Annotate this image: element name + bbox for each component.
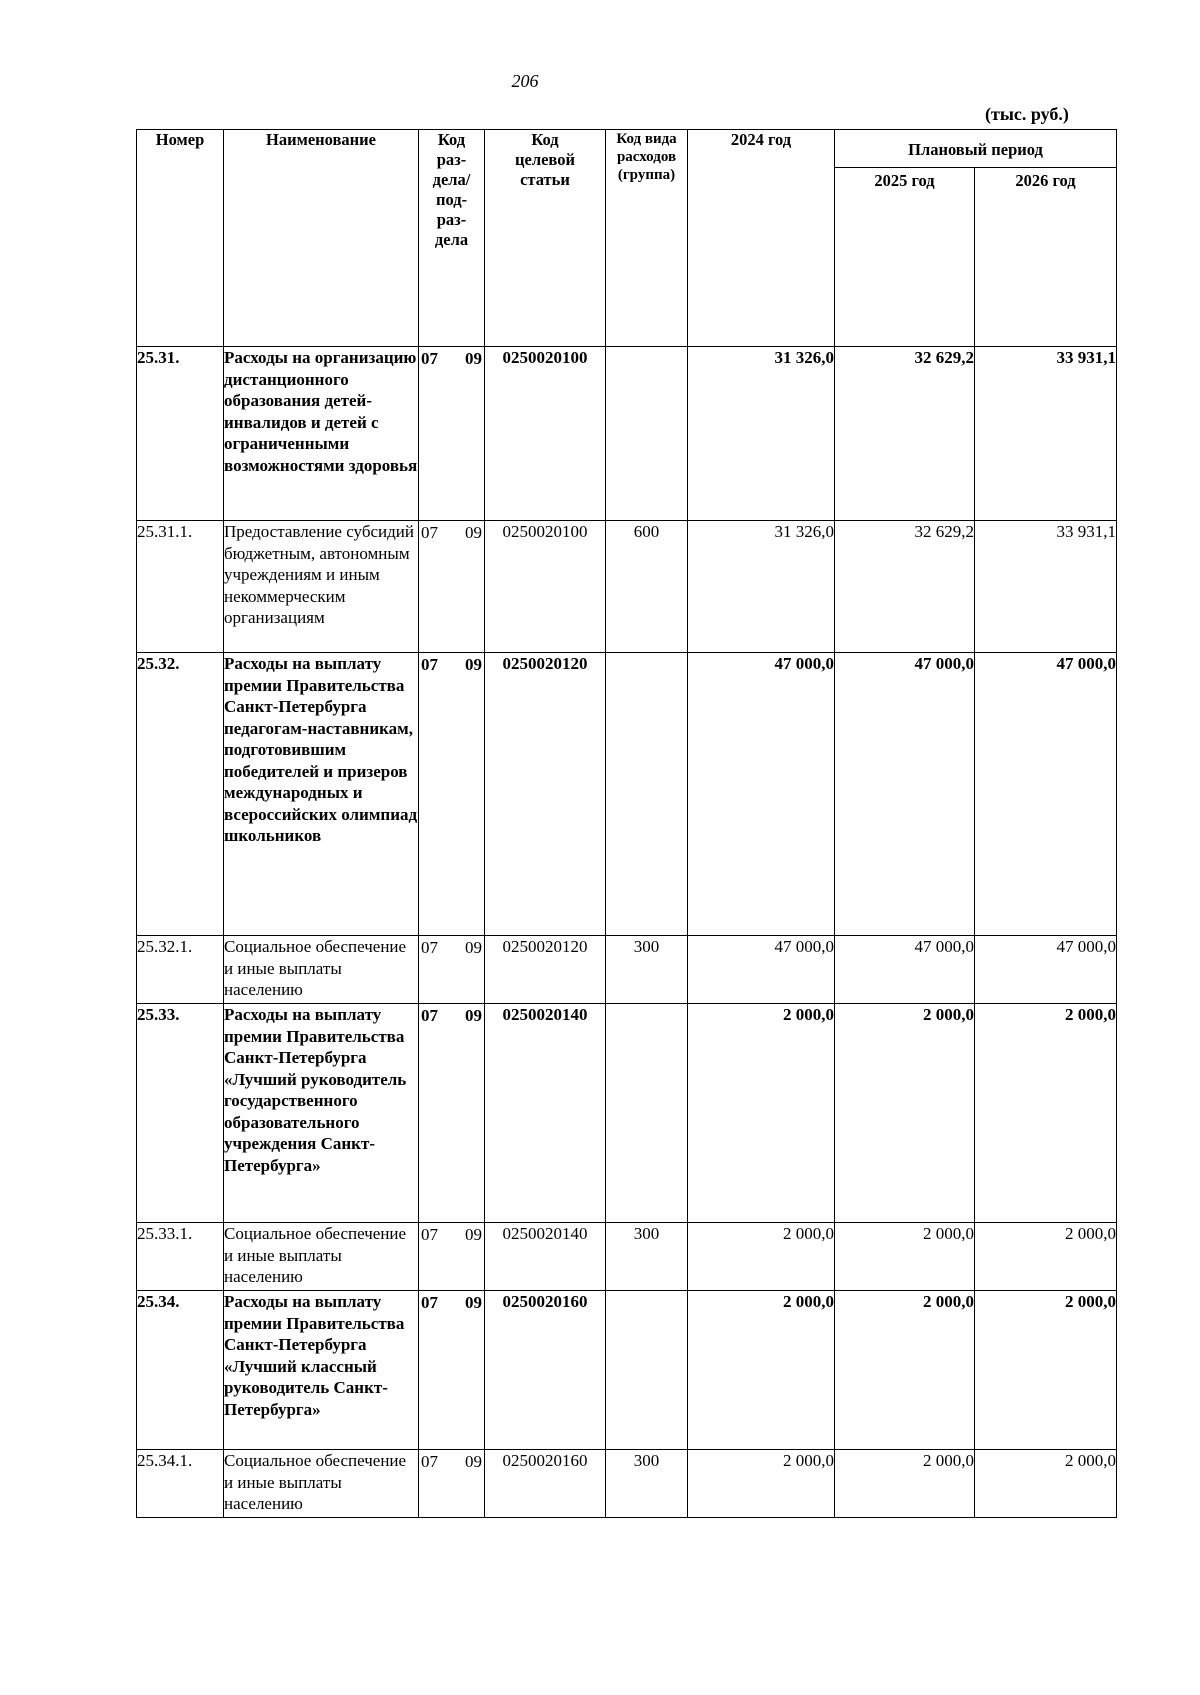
row-target-code: 0250020120 — [485, 653, 606, 936]
table-row — [137, 653, 1117, 936]
row-expense-type — [606, 1291, 688, 1450]
row-target-code: 0250020160 — [485, 1291, 606, 1450]
row-amount-2025: 2 000,0 — [835, 1004, 975, 1223]
row-subsection: 09 — [465, 523, 482, 542]
row-target-code: 0250020120 — [485, 936, 606, 1004]
header-section-code: Код раз- дела/ под- раз- дела — [419, 130, 485, 347]
row-amount-2024: 31 326,0 — [688, 347, 835, 521]
row-section-code — [419, 521, 485, 653]
table-row — [137, 521, 1117, 653]
row-name: Социальное обеспечение и иные выплаты населению — [224, 1223, 419, 1291]
row-subsection: 09 — [465, 938, 482, 957]
header-number: Номер — [137, 130, 224, 347]
row-name: Предоставление субсидий бюджетным, автономным учреждениям и иным некоммерческим организациям — [224, 521, 419, 653]
row-name: Социальное обеспечение и иные выплаты населению — [224, 936, 419, 1004]
table-row — [137, 1450, 1117, 1518]
row-name: Расходы на выплату премии Правительства Санкт-Петербурга педагогам-наставникам, подготовившим победителей и призеров международных и всероссийских олимпиад школьников — [224, 653, 419, 936]
header-year-2025: 2025 год — [835, 168, 975, 347]
row-section: 07 — [421, 349, 438, 368]
row-amount-2025: 2 000,0 — [835, 1450, 975, 1518]
row-amount-2026: 2 000,0 — [975, 1291, 1117, 1450]
row-name: Расходы на выплату премии Правительства Санкт-Петербурга «Лучший руководитель государственного образовательного учреждения Санкт-Петербурга» — [224, 1004, 419, 1223]
row-section: 07 — [421, 1006, 438, 1025]
row-subsection: 09 — [465, 1006, 482, 1025]
row-number: 25.33. — [137, 1004, 224, 1223]
row-amount-2025: 32 629,2 — [835, 521, 975, 653]
row-amount-2024: 2 000,0 — [688, 1291, 835, 1450]
page-number: 206 — [511, 71, 539, 91]
row-subsection: 09 — [465, 349, 482, 368]
row-amount-2025: 32 629,2 — [835, 347, 975, 521]
row-section: 07 — [421, 1452, 438, 1471]
row-amount-2025: 2 000,0 — [835, 1291, 975, 1450]
row-section: 07 — [421, 523, 438, 542]
row-number: 25.32.1. — [137, 936, 224, 1004]
row-expense-type: 600 — [606, 521, 688, 653]
row-amount-2026: 47 000,0 — [975, 653, 1117, 936]
table-row — [137, 1004, 1117, 1223]
row-expense-type: 300 — [606, 1450, 688, 1518]
row-amount-2025: 47 000,0 — [835, 653, 975, 936]
header-name: Наименование — [224, 130, 419, 347]
row-target-code: 0250020140 — [485, 1223, 606, 1291]
row-expense-type — [606, 653, 688, 936]
table-row — [137, 936, 1117, 1004]
row-amount-2026: 2 000,0 — [975, 1004, 1117, 1223]
row-subsection: 09 — [465, 655, 482, 674]
units-label: (тыс. руб.) — [985, 104, 1069, 124]
row-name: Расходы на организацию дистанционного образования детей-инвалидов и детей с ограниченными возможностями здоровья — [224, 347, 419, 521]
row-number: 25.33.1. — [137, 1223, 224, 1291]
row-expense-type: 300 — [606, 1223, 688, 1291]
row-section: 07 — [421, 1225, 438, 1244]
row-amount-2026: 2 000,0 — [975, 1223, 1117, 1291]
row-amount-2026: 33 931,1 — [975, 521, 1117, 653]
row-name: Расходы на выплату премии Правительства Санкт-Петербурга «Лучший классный руководитель Санкт-Петербурга» — [224, 1291, 419, 1450]
row-amount-2024: 2 000,0 — [688, 1450, 835, 1518]
row-section-code — [419, 347, 485, 521]
row-amount-2024: 2 000,0 — [688, 1223, 835, 1291]
row-amount-2024: 47 000,0 — [688, 936, 835, 1004]
table-row — [137, 1223, 1117, 1291]
row-section: 07 — [421, 938, 438, 957]
row-subsection: 09 — [465, 1452, 482, 1471]
row-target-code: 0250020100 — [485, 521, 606, 653]
row-section: 07 — [421, 1293, 438, 1312]
row-amount-2026: 33 931,1 — [975, 347, 1117, 521]
table-row — [137, 347, 1117, 521]
row-section-code — [419, 653, 485, 936]
row-number: 25.34. — [137, 1291, 224, 1450]
row-section-code — [419, 1450, 485, 1518]
row-expense-type: 300 — [606, 936, 688, 1004]
row-amount-2024: 2 000,0 — [688, 1004, 835, 1223]
row-amount-2026: 47 000,0 — [975, 936, 1117, 1004]
row-section-code — [419, 1223, 485, 1291]
header-target-code: Код целевой статьи — [485, 130, 606, 347]
row-expense-type — [606, 1004, 688, 1223]
row-section-code — [419, 936, 485, 1004]
header-expense-type: Код вида расходов (группа) — [606, 130, 688, 347]
row-number: 25.31.1. — [137, 521, 224, 653]
row-section-code — [419, 1004, 485, 1223]
row-number: 25.32. — [137, 653, 224, 936]
row-expense-type — [606, 347, 688, 521]
row-target-code: 0250020140 — [485, 1004, 606, 1223]
header-year-2024: 2024 год — [688, 130, 835, 347]
row-amount-2024: 47 000,0 — [688, 653, 835, 936]
row-section-code — [419, 1291, 485, 1450]
row-number: 25.34.1. — [137, 1450, 224, 1518]
row-target-code: 0250020100 — [485, 347, 606, 521]
row-amount-2025: 2 000,0 — [835, 1223, 975, 1291]
row-subsection: 09 — [465, 1293, 482, 1312]
budget-table — [136, 129, 1117, 1518]
header-row — [137, 130, 1117, 168]
header-year-2026: 2026 год — [975, 168, 1117, 347]
header-planned-period: Плановый период — [835, 130, 1117, 168]
row-section: 07 — [421, 655, 438, 674]
row-name: Социальное обеспечение и иные выплаты населению — [224, 1450, 419, 1518]
row-number: 25.31. — [137, 347, 224, 521]
row-target-code: 0250020160 — [485, 1450, 606, 1518]
row-amount-2025: 47 000,0 — [835, 936, 975, 1004]
row-amount-2026: 2 000,0 — [975, 1450, 1117, 1518]
row-amount-2024: 31 326,0 — [688, 521, 835, 653]
row-subsection: 09 — [465, 1225, 482, 1244]
table-row — [137, 1291, 1117, 1450]
